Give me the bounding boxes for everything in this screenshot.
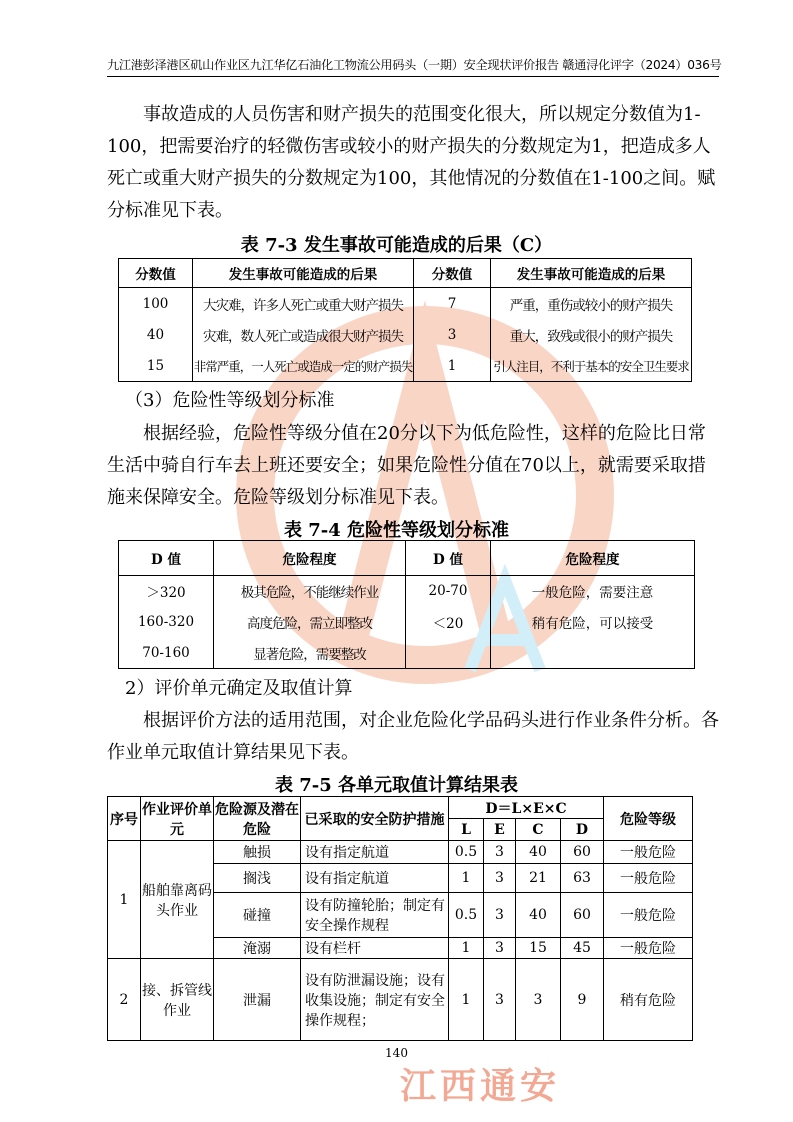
table-caption: 表 7-4 危险性等级划分标准 bbox=[283, 520, 510, 541]
cell: 碰撞 bbox=[214, 893, 301, 938]
cell: 设有指定航道 bbox=[301, 864, 449, 893]
cell: 3 bbox=[484, 893, 516, 938]
header-cell: 序号 bbox=[108, 797, 141, 841]
header-cell: 作业评价单元 bbox=[141, 797, 214, 841]
cell: 2 bbox=[108, 959, 141, 1041]
danger-level-table bbox=[118, 540, 695, 669]
cell: 触损 bbox=[214, 841, 301, 864]
header-cell: 危险程度 bbox=[214, 541, 406, 576]
header-cell: 已采取的安全防护措施 bbox=[301, 797, 449, 841]
cell: 一般危险 bbox=[604, 841, 693, 864]
header-cell: C bbox=[516, 819, 561, 841]
cell: 3 bbox=[484, 841, 516, 864]
header-cell: D 值 bbox=[406, 541, 491, 576]
cell: 稍有危险 bbox=[604, 959, 693, 1041]
cell: 严重，重伤或较小的财产损失 bbox=[491, 288, 692, 320]
cell: 3 bbox=[484, 938, 516, 959]
running-header: 九江港彭泽港区矶山作业区九江华亿石油化工物流公用码头（一期）安全现状评价报告 赣通浔化评字（2024）036号 bbox=[107, 56, 719, 77]
cell: 一般危险 bbox=[604, 864, 693, 893]
paragraph: 事故造成的人员伤害和财产损失的范围变化很大，所以规定分数值为1-100，把需要治疗的轻微伤害或较小的财产损失的分数规定为1，把造成多人死亡或重大财产损失的分数规定为100，其他情况的分数值在1-100之间。赋分标准见下表。 bbox=[107, 104, 716, 221]
header-cell: D＝L×E×C bbox=[449, 797, 604, 819]
cell: 1 bbox=[449, 864, 484, 893]
cell: ＞320 bbox=[119, 576, 214, 607]
paragraph: 根据经验，危险性等级分值在20分以下为低危险性，这样的危险比日常生活中骑自行车去上班还要安全；如果危险性分值在70以上，就需要采取措施来保障安全。危险等级划分标准见下表。 bbox=[107, 423, 706, 508]
subheading: （3）危险性等级划分标准 bbox=[125, 390, 335, 411]
cell: 极其危险，不能继续作业 bbox=[214, 576, 406, 607]
cell: 160-320 bbox=[119, 607, 214, 638]
cell: 设有防撞轮胎；制定有安全操作规程 bbox=[301, 893, 449, 938]
cell: 大灾难，许多人死亡或重大财产损失 bbox=[193, 288, 414, 320]
cell: 1 bbox=[449, 938, 484, 959]
cell: 3 bbox=[484, 864, 516, 893]
header-cell: D 值 bbox=[119, 541, 214, 576]
cell: 1 bbox=[449, 959, 484, 1041]
cell: ＜20 bbox=[406, 607, 491, 638]
cell: 泄漏 bbox=[214, 959, 301, 1041]
cell: 设有防泄漏设施；设有收集设施；制定有安全操作规程； bbox=[301, 959, 449, 1041]
header-cell: 发生事故可能造成的后果 bbox=[491, 259, 692, 288]
cell: 3 bbox=[516, 959, 561, 1041]
paragraph: 根据评价方法的适用范围，对企业危险化学品码头进行作业条件分析。各作业单元取值计算结果见下表。 bbox=[107, 710, 719, 763]
unit-result-table bbox=[107, 796, 693, 1041]
cell: 60 bbox=[561, 841, 604, 864]
consequence-table bbox=[118, 258, 692, 382]
subheading: 2）评价单元确定及取值计算 bbox=[125, 678, 353, 699]
cell: 重大，致残或很小的财产损失 bbox=[491, 320, 692, 351]
table-caption: 表 7-3 发生事故可能造成的后果（C） bbox=[240, 235, 553, 256]
cell: 40 bbox=[516, 893, 561, 938]
header-cell: 危险源及潜在危险 bbox=[214, 797, 301, 841]
cell: 1 bbox=[414, 351, 491, 382]
header-cell: E bbox=[484, 819, 516, 841]
header-cell: 危险程度 bbox=[491, 541, 695, 576]
cell: 40 bbox=[516, 841, 561, 864]
header-cell: 危险等级 bbox=[604, 797, 693, 841]
cell: 设有栏杆 bbox=[301, 938, 449, 959]
cell: 70-160 bbox=[119, 638, 214, 669]
cell: 接、拆管线作业 bbox=[141, 959, 214, 1041]
page-number: 140 bbox=[385, 1046, 408, 1060]
watermark-text: 江西通安 bbox=[400, 1066, 561, 1107]
header-cell: 发生事故可能造成的后果 bbox=[193, 259, 414, 288]
cell: 设有指定航道 bbox=[301, 841, 449, 864]
header-cell: 分数值 bbox=[414, 259, 491, 288]
cell: 3 bbox=[414, 320, 491, 351]
cell: 15 bbox=[516, 938, 561, 959]
table-caption: 表 7-5 各单元取值计算结果表 bbox=[274, 775, 519, 796]
cell: 21 bbox=[516, 864, 561, 893]
cell bbox=[406, 638, 491, 669]
cell: 非常严重，一人死亡或造成一定的财产损失 bbox=[193, 351, 414, 382]
cell: 45 bbox=[561, 938, 604, 959]
header-cell: 分数值 bbox=[119, 259, 193, 288]
cell: 63 bbox=[561, 864, 604, 893]
header-cell: L bbox=[449, 819, 484, 841]
cell: 0.5 bbox=[449, 841, 484, 864]
cell: 高度危险，需立即整改 bbox=[214, 607, 406, 638]
cell: 3 bbox=[484, 959, 516, 1041]
cell: 引人注目，不利于基本的安全卫生要求 bbox=[491, 351, 692, 382]
cell: 100 bbox=[119, 288, 193, 320]
cell: 15 bbox=[119, 351, 193, 382]
cell: 搁浅 bbox=[214, 864, 301, 893]
cell: 淹溺 bbox=[214, 938, 301, 959]
cell: 0.5 bbox=[449, 893, 484, 938]
cell: 9 bbox=[561, 959, 604, 1041]
cell: 灾难，数人死亡或造成很大财产损失 bbox=[193, 320, 414, 351]
header-cell: D bbox=[561, 819, 604, 841]
cell: 40 bbox=[119, 320, 193, 351]
cell: 1 bbox=[108, 841, 141, 959]
cell: 一般危险 bbox=[604, 938, 693, 959]
cell: 20-70 bbox=[406, 576, 491, 607]
cell: 60 bbox=[561, 893, 604, 938]
cell: 显著危险，需要整改 bbox=[214, 638, 406, 669]
cell: 稍有危险，可以接受 bbox=[491, 607, 695, 638]
cell: 一般危险 bbox=[604, 893, 693, 938]
cell: 一般危险，需要注意 bbox=[491, 576, 695, 607]
cell bbox=[491, 638, 695, 669]
cell: 7 bbox=[414, 288, 491, 320]
cell: 船舶靠离码头作业 bbox=[141, 841, 214, 959]
